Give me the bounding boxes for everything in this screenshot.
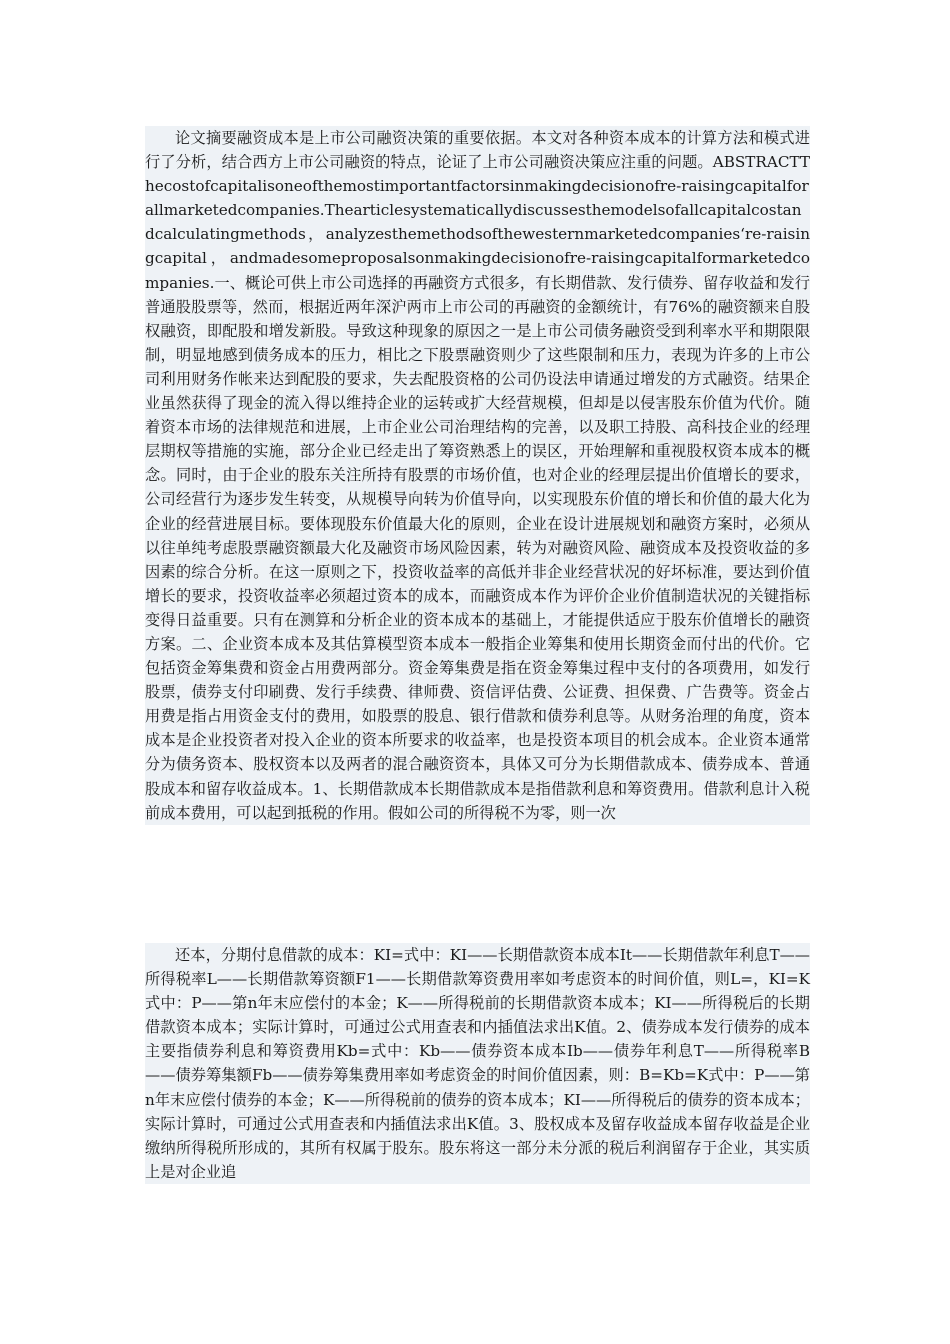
- body-paragraph-2: 还本，分期付息借款的成本：KI=式中：KI——长期借款资本成本It——长期借款年利息T——所得税率L——长期借款筹资额F1——长期借款筹资费用率如考虑资本的时间价值，则L=，KI=K式中：P——第n年末应偿付的本金；K——所得税前的长期借款资本成本；KI——所得税后的长期借款资本成本；实际计算时，可通过公式用查表和内插值法求出K值。2、债券成本发行债券的成本主要指债券利息和筹资费用Kb=式中：Kb——债券资本成本Ib——债券年利息T——所得税率B——债券筹集额Fb——债券筹集费用率如考虑资金的时间价值因素，则：B=Kb=K式中：P——第n年末应偿付债券的本金；K——所得税前的债券的资本成本；KI——所得税后的债券的资本成本；实际计算时，可通过公式用查表和内插值法求出K值。3、股权成本及留存收益成本留存收益是企业缴纳所得税所形成的，其所有权属于股东。股东将这一部分未分派的税后利润留存于企业，其实质上是对企业追: [145, 943, 810, 1184]
- body-paragraph-1: 论文摘要融资成本是上市公司融资决策的重要依据。本文对各种资本成本的计算方法和模式进行了分析，结合西方上市公司融资的特点，论证了上市公司融资决策应注重的问题。ABSTRACTThecostofcapitalisoneofthemostimportantfactorsinmakingdecisionofre-raisingcapitalforallmarketedcompanies.Thearticlesystematicallydiscussesthemodelsofallcapitalcostandcalculatingmethods，analyzesthemethodsofthewesternmarketedcompanies‘re-raisingcapital，andmadesomeproposalsonmakingdecisionofre-raisingcapitalformarketedcompanies.一、概论可供上市公司选择的再融资方式很多，有长期借款、发行债券、留存收益和发行普通股股票等，然而，根据近两年深沪两市上市公司的再融资的金额统计，有76%的融资额来自股权融资，即配股和增发新股。导致这种现象的原因之一是上市公司债务融资受到利率水平和期限限制，明显地感到债务成本的压力，相比之下股票融资则少了这些限制和压力，表现为许多的上市公司利用财务作帐来达到配股的要求，失去配股资格的公司仍设法申请通过增发的方式融资。结果企业虽然获得了现金的流入得以维持企业的运转或扩大经营规模，但却是以侵害股东价值为代价。随着资本市场的法律规范和进展，上市企业公司治理结构的完善，以及职工持股、高科技企业的经理层期权等措施的实施，部分企业已经走出了筹资熟悉上的误区，开始理解和重视股权资本成本的概念。同时，由于企业的股东关注所持有股票的市场价值，也对企业的经理层提出价值增长的要求，公司经营行为逐步发生转变，从规模导向转为价值导向，以实现股东价值的增长和价值的最大化为企业的经营进展目标。要体现股东价值最大化的原则，企业在设计进展规划和融资方案时，必须从以往单纯考虑股票融资额最大化及融资市场风险因素，转为对融资风险、融资成本及投资收益的多因素的综合分析。在这一原则之下，投资收益率的高低并非企业经营状况的好坏标准，要达到价值增长的要求，投资收益率必须超过资本的成本，而融资成本作为评价企业价值制造状况的关键指标变得日益重要。只有在测算和分析企业的资本成本的基础上，才能提供适应于股东价值增长的融资方案。二、企业资本成本及其估算模型资本成本一般指企业筹集和使用长期资金而付出的代价。它包括资金筹集费和资金占用费两部分。资金筹集费是指在资金筹集过程中支付的各项费用，如发行股票，债券支付印刷费、发行手续费、律师费、资信评估费、公证费、担保费、广告费等。资金占用费是指占用资金支付的费用，如股票的股息、银行借款和债券利息等。从财务治理的角度，资本成本是企业投资者对投入企业的资本所要求的收益率，也是投资本项目的机会成本。企业资本通常分为债务资本、股权资本以及两者的混合融资资本，具体又可分为长期借款成本、债券成本、普通股成本和留存收益成本。1、长期借款成本长期借款成本是指借款利息和筹资费用。借款利息计入税前成本费用，可以起到抵税的作用。假如公司的所得税不为零，则一次: [145, 126, 810, 825]
